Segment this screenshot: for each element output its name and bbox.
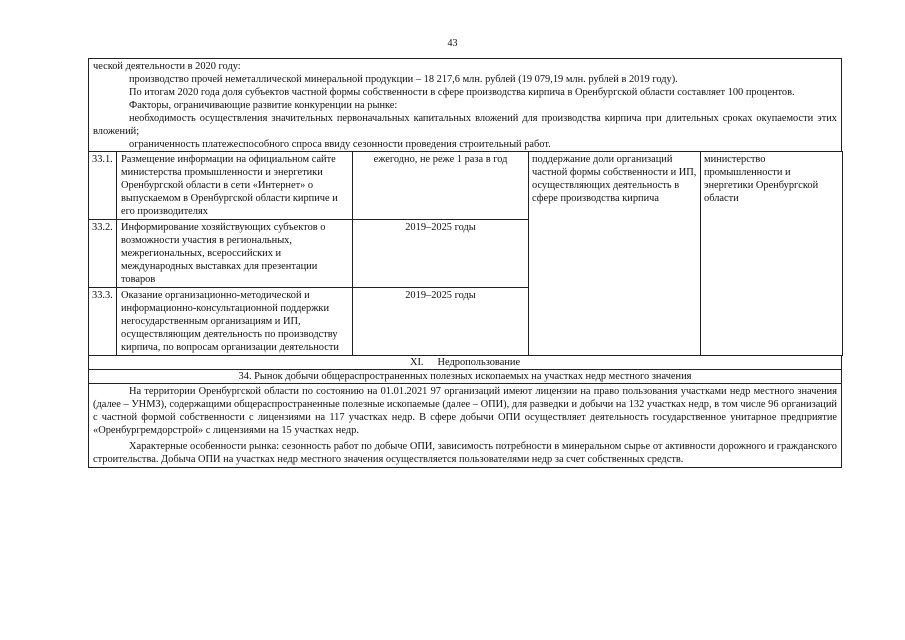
row-number: 33.3. xyxy=(89,288,117,356)
measure-name: Оказание организационно-методической и информационно-консультационной поддержки негосударственным организациям и ИП, осуществляющим деятельность по производству кирпича, по вопросам организации деятельности xyxy=(117,288,353,356)
page-number: 43 xyxy=(447,38,458,49)
market-description xyxy=(88,384,842,468)
paragraph: Характерные особенности рынка: сезонность работ по добыче ОПИ, зависимость потребности в минеральном сырье от активности дорожного и гражданского строительства. Добыча ОПИ на участках недр местного значения осуществляется пользователями недр за счет собственных средств. xyxy=(93,441,837,465)
expected-result: поддержание доли организаций частной формы собственности и ИП, осуществляющих деятельность в сфере производства кирпича xyxy=(529,152,701,356)
section-title: Недропользование xyxy=(437,357,521,368)
document-body xyxy=(88,58,842,468)
section-number: XI. xyxy=(409,357,424,368)
row-number: 33.2. xyxy=(89,220,117,288)
intro-line: По итогам 2020 года доля субъектов частной формы собственности в сфере производства кирпича в Оренбургской области составляет 100 процентов. xyxy=(129,87,795,98)
measures-table xyxy=(88,151,843,356)
measure-period: 2019–2025 годы xyxy=(353,220,529,288)
intro-line: ческой деятельности в 2020 году: xyxy=(93,61,241,72)
measure-name: Размещение информации на официальном сайте министерства промышленности и энергетики Оренбургской области в сети «Интернет» о выпускаемом в Оренбургской области кирпиче и его производителях xyxy=(117,152,353,220)
row-number: 33.1. xyxy=(89,152,117,220)
measure-name: Информирование хозяйствующих субъектов о возможности участия в региональных, межрегиональных, всероссийских и международных выставках для презентации товаров xyxy=(117,220,353,288)
intro-line: необходимость осуществления значительных первоначальных капитальных вложений для производства кирпича при длительных сроках окупаемости этих вложений; xyxy=(93,113,837,137)
intro-line: ограниченность платежеспособного спроса ввиду сезонности проведения строительный работ. xyxy=(129,139,551,150)
table-row xyxy=(89,152,843,220)
intro-line: Факторы, ограничивающие развитие конкуренции на рынке: xyxy=(129,100,398,111)
measure-period: 2019–2025 годы xyxy=(353,288,529,356)
market-heading: 34. Рынок добычи общераспространенных полезных ископаемых на участках недр местного значения xyxy=(88,370,842,384)
paragraph: На территории Оренбургской области по состоянию на 01.01.2021 97 организаций имеют лицензии на право пользования участками недр местного значения (далее – УНМЗ), содержащими общераспространенные полезные ископаемые (далее – ОПИ), для разведки и добычи на 132 участках недр, в том числе 96 организаций с частной формой собственности с лицензиями на 117 участках недр. В сфере добычи ОПИ осуществляет деятельность государственное унитарное предприятие «Оренбургремдорстрой» с лицензиями на 15 участках недр. xyxy=(93,386,837,436)
responsible-executor: министерство промышленности и энергетики Оренбургской области xyxy=(701,152,843,356)
intro-line: производство прочей неметаллической минеральной продукции – 18 217,6 млн. рублей (19 079,19 млн. рублей в 2019 году). xyxy=(129,74,678,85)
measure-period: ежегодно, не реже 1 раза в год xyxy=(353,152,529,220)
section-heading xyxy=(88,356,842,370)
intro-block xyxy=(88,58,842,151)
